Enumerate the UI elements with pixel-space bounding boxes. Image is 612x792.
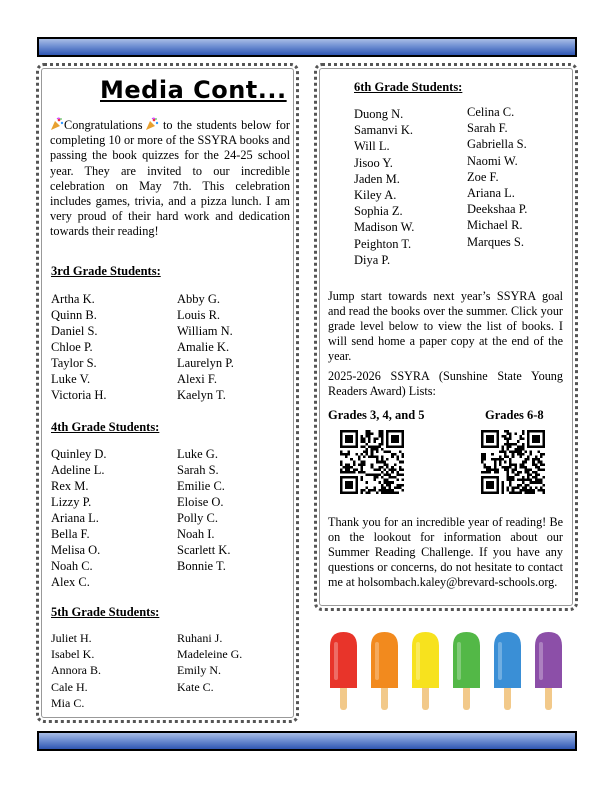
student-name: Taylor S.	[51, 356, 97, 370]
student-name: Annora B.	[51, 663, 101, 678]
grade4-list-col1	[51, 446, 107, 590]
student-name: Madison W.	[354, 220, 415, 235]
student-name: Samanvi K.	[354, 123, 414, 138]
student-name: Gabriella S.	[467, 137, 527, 152]
student-name: Amalie K.	[177, 340, 230, 354]
student-name: Polly C.	[177, 511, 218, 525]
grade6-list-col2	[467, 104, 527, 250]
student-name: Emily N.	[177, 663, 221, 678]
student-name: Sarah S.	[177, 463, 219, 477]
student-name: Eloise O.	[177, 495, 224, 509]
grade4-heading: 4th Grade Students:	[51, 420, 160, 434]
student-name: Peighton T.	[354, 236, 412, 251]
student-name: Daniel S.	[51, 324, 98, 338]
student-name: Jaden M.	[354, 171, 400, 186]
student-name: Madeleine G.	[177, 647, 243, 662]
thanks-paragraph: Thank you for an incredible year of reading! Be on the lookout for information about our Summer Reading Challenge. If you have any questions or concerns, do not hesitate to contact me at holsombach.kaley@brevard-schools.org.	[328, 515, 563, 589]
intro-lead: Congratulations	[64, 118, 143, 132]
grade4-list-col2	[177, 446, 230, 574]
student-name: Emilie C.	[177, 479, 225, 493]
grade3-list-col2	[177, 291, 234, 403]
student-name: Quinley D.	[51, 447, 107, 461]
student-name: Victoria H.	[51, 388, 107, 402]
student-name: William N.	[177, 324, 233, 338]
student-name: Mia C.	[51, 695, 85, 710]
popsicle-icon	[330, 632, 357, 710]
student-name: Noah C.	[51, 559, 93, 573]
popsicle-icon	[535, 632, 562, 710]
student-name: Naomi W.	[467, 153, 518, 168]
student-name: Will L.	[354, 139, 390, 154]
student-name: Lizzy P.	[51, 495, 92, 509]
popsicles-illustration	[326, 632, 566, 712]
student-name: Juliet H.	[51, 631, 92, 645]
student-name: Quinn B.	[51, 308, 97, 322]
student-name: Louis R.	[177, 308, 221, 322]
popsicle-icon	[494, 632, 521, 710]
party-popper-icon	[50, 117, 64, 131]
top-banner-bar	[37, 37, 577, 57]
qr-code-grades-6-8[interactable]	[481, 430, 545, 494]
student-name: Kate C.	[177, 679, 214, 694]
student-name: Cale H.	[51, 679, 88, 694]
student-name: Bonnie T.	[177, 559, 226, 573]
student-name: Celina C.	[467, 105, 515, 119]
student-name: Duong N.	[354, 107, 404, 121]
student-name: Chloe P.	[51, 340, 93, 354]
qr-code-grades-3-5[interactable]	[340, 430, 404, 494]
student-name: Artha K.	[51, 292, 95, 306]
student-name: Sarah F.	[467, 121, 508, 136]
grade6-heading: 6th Grade Students:	[354, 80, 463, 94]
student-name: Adeline L.	[51, 463, 105, 477]
grade6-list-col1	[354, 106, 414, 268]
student-name: Ariana L.	[467, 186, 515, 201]
student-name: Melisa O.	[51, 543, 101, 557]
student-name: Laurelyn P.	[177, 356, 234, 370]
grades-3-5-link[interactable]: Grades 3, 4, and 5	[328, 408, 425, 422]
student-name: Zoe F.	[467, 169, 499, 184]
student-name: Jisoo Y.	[354, 155, 393, 170]
student-name: Kiley A.	[354, 188, 397, 203]
student-name: Noah I.	[177, 527, 215, 541]
summer-paragraph: Jump start towards next year’s SSYRA goal and read the books over the summer. Click your grade level below to view the list of books. I will send home a paper copy at the end of the year.	[328, 289, 563, 363]
student-name: Luke G.	[177, 447, 218, 461]
student-name: Luke V.	[51, 372, 91, 386]
student-name: Michael R.	[467, 218, 523, 233]
student-name: Rex M.	[51, 479, 89, 493]
grade3-heading: 3rd Grade Students:	[51, 264, 161, 278]
intro-text: to the students below for completing 10 or more of the SSYRA books and passing the book quizzes for the 24-25 school year. They are invited to our incredible celebration on May 7th. This celebration includes games, trivia, and a pizza lunch. I am very proud of their hard work and dedication towards their reading!	[50, 118, 290, 239]
page-title: Media Cont...	[100, 76, 287, 104]
student-name: Isabel K.	[51, 647, 95, 662]
grade3-list-col1	[51, 291, 106, 403]
intro-paragraph	[50, 117, 290, 240]
student-name: Abby G.	[177, 292, 221, 306]
grade5-heading: 5th Grade Students:	[51, 605, 160, 619]
student-name: Sophia Z.	[354, 204, 403, 219]
student-name: Scarlett K.	[177, 543, 231, 557]
lists-title: 2025-2026 SSYRA (Sunshine State Young Readers Award) Lists:	[328, 369, 563, 398]
student-name: Deekshaa P.	[467, 202, 528, 217]
student-name: Ariana L.	[51, 511, 99, 525]
student-name: Bella F.	[51, 527, 90, 541]
student-name: Kaelyn T.	[177, 388, 226, 402]
grade5-list-col1	[51, 630, 101, 711]
grade5-list-col2	[177, 630, 242, 695]
student-name: Alex C.	[51, 575, 90, 589]
party-popper-icon	[145, 117, 159, 131]
popsicle-icon	[371, 632, 398, 710]
bottom-banner-bar	[37, 731, 577, 751]
student-name: Alexi F.	[177, 372, 217, 386]
student-name: Diya P.	[354, 252, 391, 267]
student-name: Marques S.	[467, 234, 524, 249]
popsicle-icon	[453, 632, 480, 710]
grades-6-8-link[interactable]: Grades 6-8	[485, 408, 544, 422]
student-name: Ruhani J.	[177, 631, 223, 645]
popsicle-icon	[412, 632, 439, 710]
